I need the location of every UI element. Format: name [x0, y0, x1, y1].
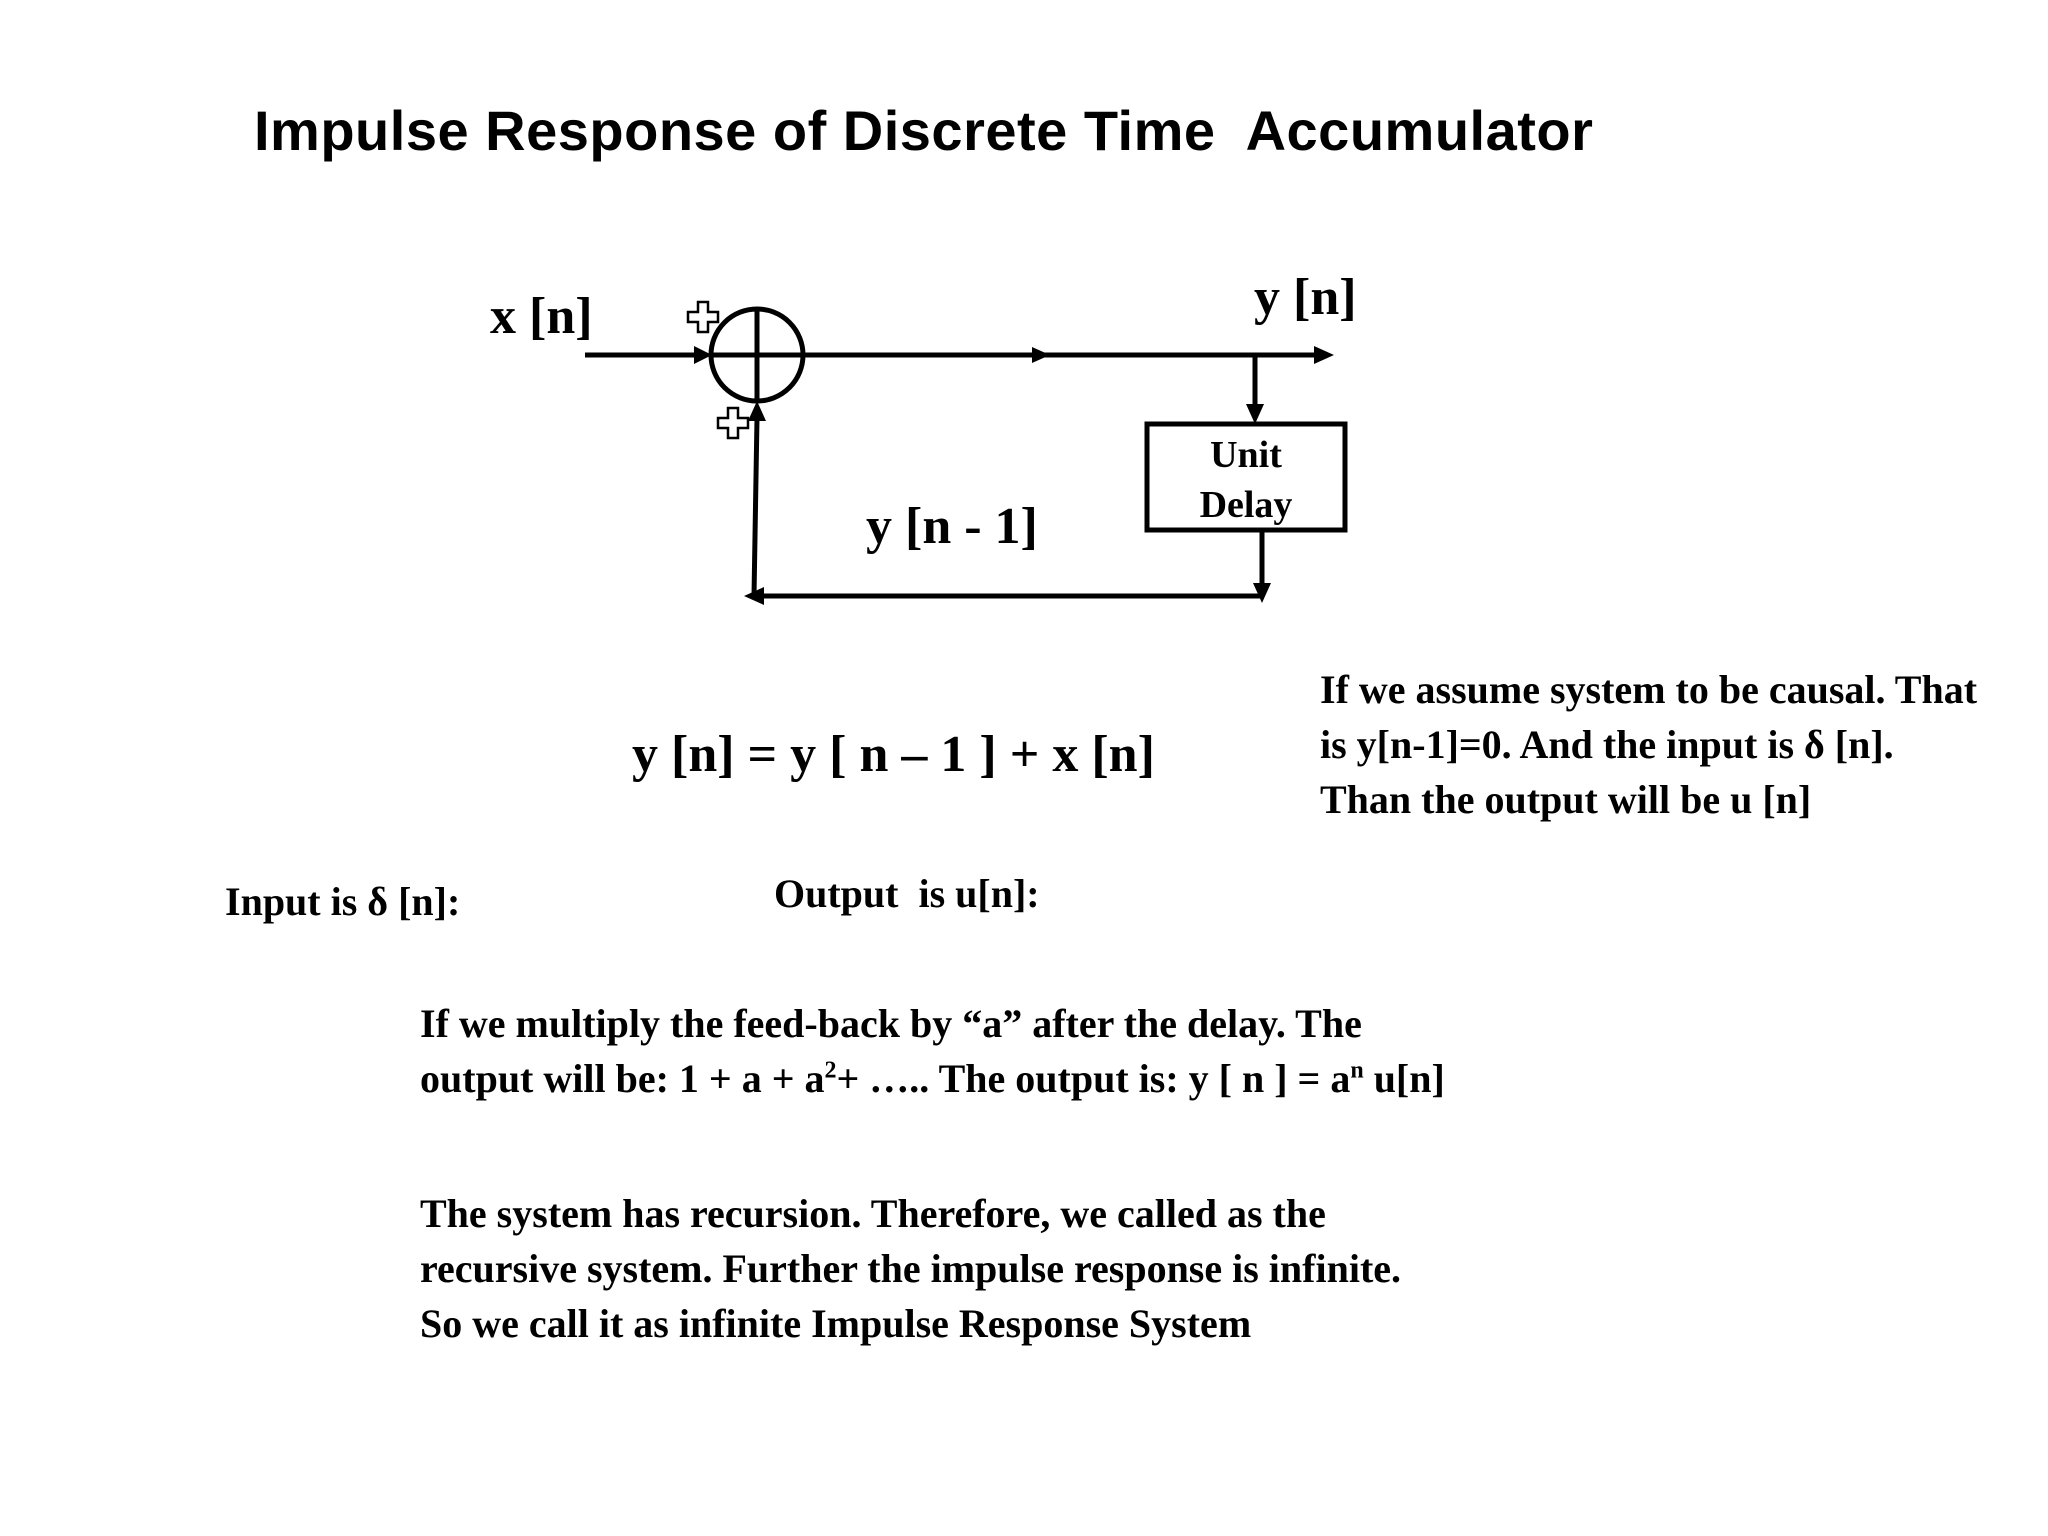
- feedback-note-part2: + ….. The output is: y [ n ] = a: [836, 1056, 1351, 1101]
- feedback-note-line2: [420, 1051, 1445, 1106]
- recursion-note: [420, 1186, 1401, 1351]
- output-statement: Output is u[n]:: [774, 871, 1040, 916]
- plus-sign-bottom-icon: [718, 408, 748, 438]
- feedback-note-sup1: 2: [824, 1057, 837, 1084]
- unit-delay-label: [1147, 430, 1345, 530]
- feedback-note-line1: If we multiply the feed-back by “a” after the delay. The: [420, 1001, 1362, 1046]
- recursion-note-line3: So we call it as infinite Impulse Response System: [420, 1301, 1252, 1346]
- recursion-note-line2: recursive system. Further the impulse response is infinite.: [420, 1246, 1402, 1291]
- feedback-note-part3: u[n]: [1363, 1056, 1445, 1101]
- difference-equation: y [n] = y [ n – 1 ] + x [n]: [632, 726, 1155, 783]
- delay-input-arrowhead: [1246, 404, 1264, 424]
- feedback-note-sup2: n: [1350, 1057, 1364, 1084]
- output-arrowhead: [1314, 346, 1334, 364]
- plus-sign-top-icon: [688, 302, 718, 332]
- feedback-up-arrowhead: [748, 401, 766, 421]
- delay-output-arrowhead: [1253, 583, 1271, 603]
- unit-delay-label-line2: Delay: [1199, 484, 1293, 526]
- recursion-note-line1: The system has recursion. Therefore, we called as the: [420, 1191, 1326, 1236]
- input-statement: Input is δ [n]:: [225, 879, 461, 924]
- feedback-note: [420, 996, 1445, 1106]
- feedback-signal-label: y [n - 1]: [866, 498, 1038, 555]
- causal-note: If we assume system to be causal. That is y[n-1]=0. And the input is δ [n]. Than the output will be u [n]: [1320, 667, 1978, 822]
- output-mid-arrowhead: [1032, 347, 1050, 363]
- output-signal-label: y [n]: [1254, 269, 1357, 326]
- input-signal-label: x [n]: [490, 288, 593, 345]
- page-title: Impulse Response of Discrete Time Accumulator: [254, 99, 1594, 162]
- feedback-note-part1: output will be: 1 + a + a: [420, 1056, 825, 1101]
- feedback-up-line: [754, 418, 757, 596]
- unit-delay-label-line1: Unit: [1210, 434, 1282, 476]
